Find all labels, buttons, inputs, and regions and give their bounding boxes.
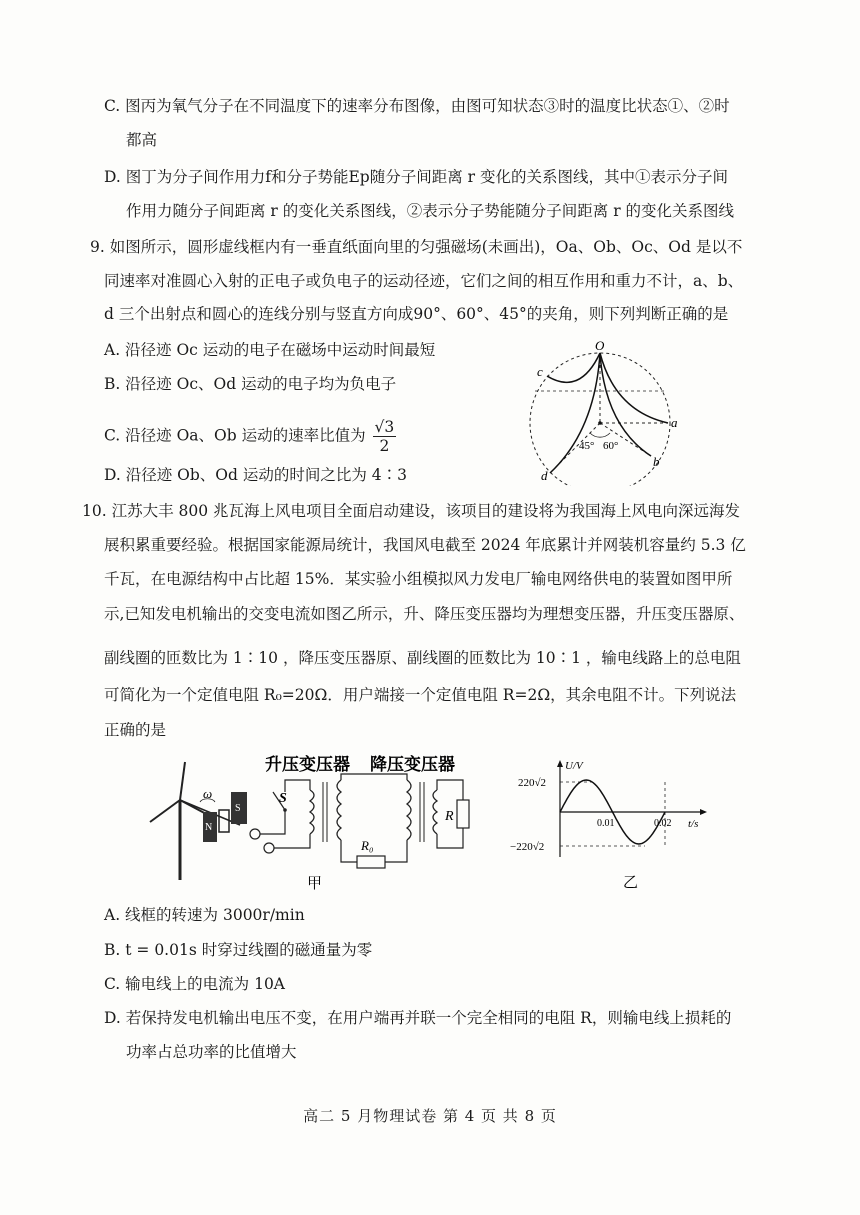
q10-option-a: A. 线框的转速为 3000r/min bbox=[104, 906, 305, 924]
q10-option-d-line2: 功率占总功率的比值增大 bbox=[126, 1043, 297, 1061]
label-d: d bbox=[541, 468, 548, 483]
transmission-line-bottom-right bbox=[385, 840, 407, 862]
x-tick-001: 0.01 bbox=[597, 818, 615, 829]
rotating-coil bbox=[219, 810, 229, 832]
transmission-line-top bbox=[341, 774, 407, 780]
q9-option-a: A. 沿径迹 Oc 运动的电子在磁场中运动时间最短 bbox=[104, 341, 436, 359]
stepdown-secondary-coil bbox=[433, 790, 437, 834]
q8-option-d-line2: 作用力随分子间距离 r 的变化关系图线，②表示分子势能随分子间距离 r 的变化关系图线 bbox=[126, 202, 735, 220]
q9-option-d: D. 沿径迹 Ob、Od 运动的时间之比为 4∶3 bbox=[104, 466, 407, 484]
r-label: R bbox=[445, 809, 454, 824]
track-od bbox=[550, 353, 600, 473]
q10-option-c: C. 输电线上的电流为 10A bbox=[104, 975, 286, 993]
slip-ring-1 bbox=[250, 829, 260, 839]
r0-label: R₀ bbox=[361, 838, 374, 853]
label-c: c bbox=[537, 364, 543, 379]
resistor-r0 bbox=[357, 856, 385, 868]
page-footer: 高二 5 月物理试卷 第 4 页 共 8 页 bbox=[303, 1107, 557, 1125]
center-point bbox=[598, 421, 602, 425]
q10-stem-line5: 副线圈的匝数比为 1∶10 ，降压变压器原、副线圈的匝数比为 10∶1 ，输电线路上的总电阻 bbox=[104, 649, 741, 667]
angle-45-label: 45° bbox=[579, 440, 595, 452]
y-tick-positive: 220√2 bbox=[518, 777, 547, 789]
track-oc bbox=[547, 353, 600, 382]
y-axis-arrow-icon bbox=[557, 760, 563, 767]
x-tick-002: 0.02 bbox=[654, 818, 672, 829]
figure-yi-caption: 乙 bbox=[623, 875, 639, 891]
wire-primary-bottom bbox=[274, 834, 310, 848]
q9-option-b: B. 沿径迹 Oc、Od 运动的电子均为负电子 bbox=[104, 375, 397, 393]
q8-option-d-line1: D. 图丁为分子间作用力f和分子势能Ep随分子间距离 r 变化的关系图线，其中①表示分子间 bbox=[104, 168, 728, 186]
fraction-numerator: √3 bbox=[374, 418, 395, 436]
q10-stem-line4: 示,已知发电机输出的交变电流如图乙所示，升、降压变压器均为理想变压器，升压变压器原、 bbox=[104, 605, 745, 623]
magnet-s-label: S bbox=[235, 803, 241, 814]
q8-option-c-line1: C. 图丙为氧气分子在不同温度下的速率分布图像，由图可知状态③时的温度比状态①、②时 bbox=[104, 97, 730, 115]
q10-figure-yi-voltage-graph bbox=[505, 757, 710, 895]
resistor-r bbox=[457, 800, 469, 828]
q9-option-c-fraction bbox=[373, 418, 397, 455]
q9-option-c bbox=[104, 418, 396, 455]
q10-stem-line3: 千瓦，在电源结构中占比超 15%．某实验小组模拟风力发电厂输电网络供电的装置如图甲所 bbox=[104, 570, 733, 588]
q10-stem-line6: 可简化为一个定值电阻 R₀=20Ω．用户端接一个定值电阻 R=2Ω，其余电阻不计。下列说法 bbox=[104, 686, 737, 704]
step-up-transformer-label: 升压变压器 bbox=[265, 755, 350, 774]
q9-option-c-text: C. 沿径迹 Oa、Ob 运动的速率比值为 bbox=[104, 426, 366, 445]
y-axis-label: U/V bbox=[565, 760, 583, 772]
switch-s-label: S bbox=[279, 791, 287, 806]
q9-stem-line1: 9. 如图所示，圆形虚线框内有一垂直纸面向里的匀强磁场(未画出)，Oa、Ob、Oc、Od 是以不 bbox=[90, 238, 743, 256]
wire-primary-top bbox=[285, 780, 310, 792]
stepup-secondary-coil bbox=[337, 780, 341, 840]
q10-stem-line7: 正确的是 bbox=[104, 721, 167, 739]
magnet-n-label: N bbox=[205, 822, 213, 833]
step-down-transformer-label: 降压变压器 bbox=[370, 755, 455, 774]
transmission-line-bottom-left bbox=[341, 840, 357, 862]
q9-magnetic-field-figure bbox=[525, 336, 685, 486]
slip-ring-2 bbox=[264, 843, 274, 853]
y-tick-negative: −220√2 bbox=[510, 841, 545, 853]
track-oa bbox=[600, 353, 668, 423]
load-wire-top bbox=[437, 780, 463, 800]
load-wire-bottom bbox=[437, 828, 463, 848]
label-o: O bbox=[595, 338, 605, 353]
q10-figure-jia-circuit bbox=[145, 750, 485, 895]
label-b: b bbox=[653, 454, 660, 469]
fraction-denominator: 2 bbox=[379, 437, 390, 455]
turbine-blade-1 bbox=[180, 762, 185, 800]
x-axis-label: t/s bbox=[688, 818, 699, 830]
angle-60-label: 60° bbox=[603, 440, 619, 452]
q9-stem-line3: d 三个出射点和圆心的连线分别与竖直方向成90°、60°、45°的夹角，则下列判断正确的是 bbox=[104, 305, 729, 323]
figure-jia-caption: 甲 bbox=[307, 876, 323, 892]
omega-label: ω bbox=[203, 786, 213, 801]
q10-option-b: B. t = 0.01s 时穿过线圈的磁通量为零 bbox=[104, 941, 373, 959]
turbine-blade-2 bbox=[150, 800, 180, 822]
q8-option-c-line2: 都高 bbox=[126, 131, 158, 149]
angle-arc bbox=[590, 433, 610, 437]
q10-option-d-line1: D. 若保持发电机输出电压不变，在用户端再并联一个完全相同的电阻 R，则输电线上损耗的 bbox=[104, 1009, 732, 1027]
stepup-primary-coil bbox=[310, 790, 314, 834]
q10-stem-line2: 展积累重要经验。根据国家能源局统计，我国风电截至 2024 年底累计并网装机容量约 5.3 亿 bbox=[104, 536, 746, 554]
x-axis-arrow-icon bbox=[700, 809, 707, 815]
q10-stem-line1: 10. 江苏大丰 800 兆瓦海上风电项目全面启动建设，该项目的建设将为我国海上风电向深远海发 bbox=[82, 502, 741, 520]
q9-stem-line2: 同速率对准圆心入射的正电子或负电子的运动径迹，它们之间的相互作用和重力不计，a、b、 bbox=[104, 272, 744, 290]
wire-gen-1 bbox=[260, 810, 285, 834]
label-a: a bbox=[671, 415, 678, 430]
stepdown-primary-coil bbox=[407, 780, 411, 840]
switch-pivot bbox=[283, 808, 287, 812]
